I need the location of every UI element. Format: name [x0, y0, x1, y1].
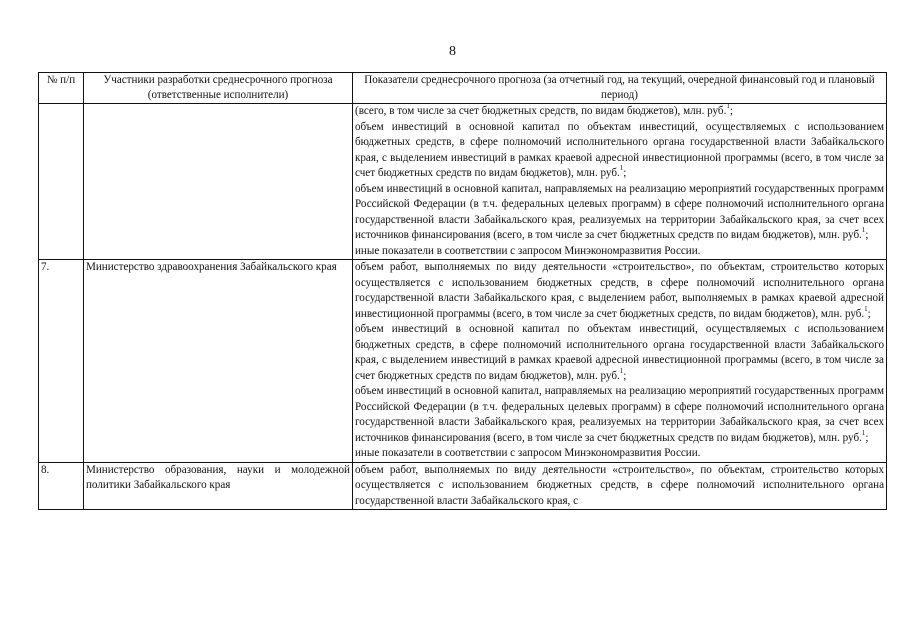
indicator-paragraph [355, 446, 884, 462]
footnote-mark: 1 [864, 304, 868, 313]
table-row [39, 462, 887, 510]
footnote-mark: 1 [726, 102, 730, 111]
indicator-text: объем инвестиций в основной капитал по объектам инвестиций, осуществляемых с использованием бюджетных средств, в сфере полномочий исполнительного органа государственной власти Забайкальского края, с выделением инвестиций в рамках краевой адресной инвестиционной программы (всего, в том числе за счет бюджетных средств по видам бюджетов), млн. руб. [355, 120, 884, 179]
table-row [39, 104, 887, 260]
indicator-text: объем работ, выполняемых по виду деятельности «строительство», по объектам, строительство которых осуществляется с использованием бюджетных средств, в сфере полномочий исполнительного органа государственной власти Забайкальского края, с выделением работ, выполняемых в рамках краевой адресной инвестиционной программы (всего, в том числе за счет бюджетных средств, по видам бюджетов), млн. руб. [355, 261, 884, 320]
indicator-paragraph [355, 120, 884, 182]
indicator-tail: ; [865, 229, 869, 241]
indicator-paragraph [355, 260, 884, 322]
indicator-text: иные показатели в соответствии с запросом Минэкономразвития России. [355, 447, 701, 459]
indicator-paragraph [355, 104, 884, 120]
indicator-tail: ; [865, 431, 869, 444]
table-row [39, 260, 887, 463]
indicator-text: объем работ, выполняемых по виду деятельности «строительство», по объектам, строительство которых осуществляется с использованием бюджетных средств, в сфере полномочий исполнительного органа государственной власти Забайкальского края, с [355, 463, 884, 507]
indicator-paragraph [355, 322, 884, 384]
footnote-mark: 1 [861, 226, 866, 235]
indicator-text: (всего, в том числе за счет бюджетных средств, по видам бюджетов), млн. руб. [355, 105, 727, 117]
indicator-text: объем инвестиций в основной капитал по объектам инвестиций, осуществляемых с использованием бюджетных средств, в сфере полномочий исполнительного органа государственной власти Забайкальского края, с выделением инвестиций в рамках краевой адресной инвестиционной программы (всего, в том числе за счет бюджетных средств по видам бюджетов), млн. руб. [355, 323, 884, 382]
footnote-mark: 1 [861, 428, 866, 437]
indicator-text: объем инвестиций в основной капитал, направляемых на реализацию мероприятий государственных программ Российской Федерации (в т.ч. федеральных целевых программ) в сфере полномочий исполнительного органа государственной власти Забайкальского края, реализуемых на территории Забайкальского края, за счет всех источников финансирования (всего, в том числе за счет бюджетных средств по видам бюджетов), млн. руб. [355, 182, 884, 241]
header-num: № п/п [39, 73, 84, 104]
indicator-text: объем инвестиций в основной капитал, направляемых на реализацию мероприятий государственных программ Российской Федерации (в т.ч. федеральных целевых программ) в сфере полномочий исполнительного органа государственной власти Забайкальского края, реализуемых на территории Забайкальского края, за счет всех источников финансирования (всего, в том числе за счет бюджетных средств по видам бюджетов), млн. руб. [355, 385, 884, 444]
indicator-tail: ; [867, 307, 871, 320]
row-indicators [353, 462, 887, 510]
header-indicators: Показатели среднесрочного прогноза (за отчетный год, на текущий, очередной финансовый год и плановый период) [353, 73, 887, 104]
forecast-participants-table [38, 72, 887, 510]
indicator-text: иные показатели в соответствии с запросом Минэкономразвития России. [355, 244, 701, 257]
header-participants: Участники разработки среднесрочного прогноза (ответственные исполнители) [84, 73, 353, 104]
indicator-paragraph [355, 244, 884, 260]
indicator-paragraph [355, 384, 884, 446]
row-number: 7. [39, 260, 84, 463]
indicator-paragraph [355, 182, 884, 244]
indicator-tail: ; [729, 105, 733, 117]
footnote-mark: 1 [619, 164, 624, 173]
row-indicators [353, 104, 887, 260]
row-indicators [353, 260, 887, 463]
table-header-row [39, 73, 887, 104]
row-participant: Министерство образования, науки и молодежной политики Забайкальского края [86, 463, 350, 491]
indicator-tail: ; [623, 167, 627, 179]
row-participant: Министерство здравоохранения Забайкальского края [86, 261, 337, 273]
row-number [39, 104, 84, 260]
footnote-mark: 1 [619, 366, 624, 375]
indicator-tail: ; [623, 369, 627, 382]
row-number: 8. [39, 462, 84, 510]
page-number: 8 [449, 44, 456, 59]
indicator-paragraph [355, 463, 884, 510]
